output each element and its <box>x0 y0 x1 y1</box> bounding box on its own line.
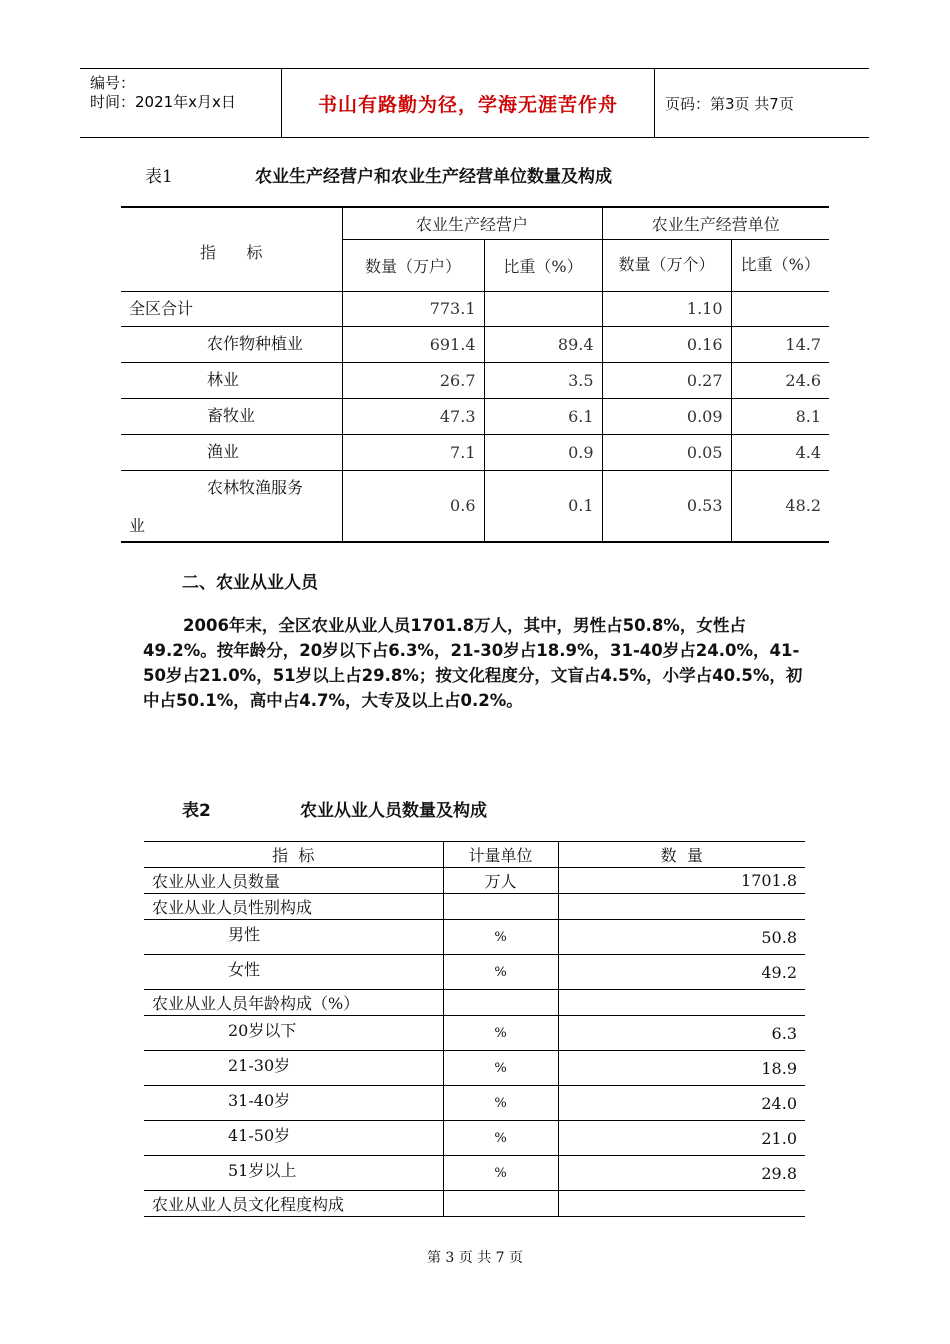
row-name: 21-30岁 <box>144 1051 443 1086</box>
paragraph-text: 2006年末，全区农业从业人员1701.8万人，其中，男性占50.8%，女性占49.2%。按年龄分，20岁以下占6.3%，21-30岁占18.9%，31-40岁占24.0%，41-50岁占21.0%，51岁以上占29.8%；按文化程度分，文盲占4.5%，小学占40.5%，初中占50.1%，高中占4.7%，大专及以上占0.2%。 <box>143 616 803 710</box>
row-unit: % <box>443 1156 558 1191</box>
row-hh-share: 0.9 <box>484 434 602 470</box>
row-name: 农业从业人员文化程度构成 <box>144 1191 443 1217</box>
row-name: 畜牧业 <box>121 398 342 434</box>
row-unit-share: 14.7 <box>731 326 829 362</box>
table-row <box>144 1086 805 1121</box>
row-unit-count: 0.05 <box>602 434 731 470</box>
table-row <box>144 1121 805 1156</box>
table-row <box>144 1016 805 1051</box>
row-name: 林业 <box>121 362 342 398</box>
row-unit-count: 0.16 <box>602 326 731 362</box>
header-motto-cell <box>282 69 655 137</box>
row-value: 21.0 <box>558 1121 805 1156</box>
row-unit-share: 48.2 <box>731 470 829 542</box>
row-unit: % <box>443 1086 558 1121</box>
row-hh-count: 47.3 <box>342 398 484 434</box>
table1-household-header: 农业生产经营户 <box>342 207 602 239</box>
table-row <box>121 470 829 542</box>
row-unit: % <box>443 1016 558 1051</box>
header-page-cell <box>655 69 869 137</box>
row-unit: % <box>443 955 558 990</box>
row-unit-count: 0.09 <box>602 398 731 434</box>
row-unit <box>443 894 558 920</box>
row-unit-share: 24.6 <box>731 362 829 398</box>
document-number-label: 编号： <box>90 74 136 92</box>
row-unit: % <box>443 1051 558 1086</box>
table-row <box>144 920 805 955</box>
row-name-line2: 业 <box>129 515 146 535</box>
row-hh-count: 26.7 <box>342 362 484 398</box>
table-row <box>144 868 805 894</box>
table-row <box>144 1156 805 1191</box>
row-value <box>558 894 805 920</box>
section-paragraph <box>143 613 808 713</box>
row-unit-share: 4.4 <box>731 434 829 470</box>
table1-label: 表1 <box>145 167 173 187</box>
table2-title: 农业从业人员数量及构成 <box>300 801 487 821</box>
row-hh-share: 6.1 <box>484 398 602 434</box>
section-heading: 二、农业从业人员 <box>182 573 318 593</box>
page-footer: 第 3 页 共 7 页 <box>426 1250 524 1266</box>
row-hh-share <box>484 291 602 326</box>
table2 <box>144 841 805 1217</box>
row-name: 农业从业人员数量 <box>144 868 443 894</box>
table-row <box>121 291 829 326</box>
table2-value-header: 数 量 <box>558 842 805 868</box>
row-name: 农作物种植业 <box>121 326 342 362</box>
header-meta-cell <box>80 69 282 137</box>
table1-title: 农业生产经营户和农业生产经营单位数量及构成 <box>255 167 612 187</box>
row-hh-share: 0.1 <box>484 470 602 542</box>
table1 <box>121 206 829 543</box>
row-value: 6.3 <box>558 1016 805 1051</box>
row-value: 49.2 <box>558 955 805 990</box>
row-unit-count: 1.10 <box>602 291 731 326</box>
row-value: 24.0 <box>558 1086 805 1121</box>
table1-header-row-1 <box>121 207 829 239</box>
row-hh-count: 691.4 <box>342 326 484 362</box>
table-row <box>121 362 829 398</box>
row-name: 全区合计 <box>121 291 342 326</box>
table1-hh-count-header: 数量（万户） <box>342 239 484 291</box>
row-hh-share: 89.4 <box>484 326 602 362</box>
row-unit-share <box>731 291 829 326</box>
row-value <box>558 990 805 1016</box>
table2-label: 表2 <box>182 801 211 821</box>
row-unit-count: 0.27 <box>602 362 731 398</box>
row-unit: % <box>443 920 558 955</box>
row-value: 29.8 <box>558 1156 805 1191</box>
row-name-line1: 农林牧渔服务 <box>207 477 304 497</box>
row-name: 男性 <box>144 920 443 955</box>
header-page-label: 页码：第3页 共7页 <box>665 94 794 113</box>
table1-unit-header: 农业生产经营单位 <box>602 207 829 239</box>
table2-indicator-header: 指 标 <box>144 842 443 868</box>
row-name: 51岁以上 <box>144 1156 443 1191</box>
table-row <box>121 398 829 434</box>
table1-hh-share-header: 比重（%） <box>484 239 602 291</box>
table-row <box>144 894 805 920</box>
table-row <box>144 1191 805 1217</box>
row-unit: 万人 <box>443 868 558 894</box>
row-name: 31-40岁 <box>144 1086 443 1121</box>
row-name: 农业从业人员性别构成 <box>144 894 443 920</box>
row-name: 41-50岁 <box>144 1121 443 1156</box>
row-unit-share: 8.1 <box>731 398 829 434</box>
page-header <box>80 68 869 138</box>
table1-unit-count-header: 数量（万个） <box>602 239 731 291</box>
row-name: 女性 <box>144 955 443 990</box>
row-name: 渔业 <box>121 434 342 470</box>
header-motto: 书山有路勤为径，学海无涯苦作舟 <box>317 93 618 116</box>
table2-header-row <box>144 842 805 868</box>
row-unit <box>443 990 558 1016</box>
table1-indicator-header: 指 标 <box>121 207 342 291</box>
row-unit <box>443 1191 558 1217</box>
row-unit: % <box>443 1121 558 1156</box>
row-hh-count: 0.6 <box>342 470 484 542</box>
table-row <box>144 990 805 1016</box>
table2-unit-header: 计量单位 <box>443 842 558 868</box>
table-row <box>144 1051 805 1086</box>
row-name: 20岁以下 <box>144 1016 443 1051</box>
row-name: 农业从业人员年龄构成（%） <box>144 990 443 1016</box>
row-value <box>558 1191 805 1217</box>
row-hh-count: 773.1 <box>342 291 484 326</box>
row-value: 50.8 <box>558 920 805 955</box>
row-unit-count: 0.53 <box>602 470 731 542</box>
table1-unit-share-header: 比重（%） <box>731 239 829 291</box>
row-value: 18.9 <box>558 1051 805 1086</box>
document-time-label: 时间：2021年x月x日 <box>90 93 236 111</box>
row-value: 1701.8 <box>558 868 805 894</box>
table-row <box>144 955 805 990</box>
table-row <box>121 434 829 470</box>
table-row <box>121 326 829 362</box>
row-name-cell <box>121 470 342 542</box>
row-hh-share: 3.5 <box>484 362 602 398</box>
row-hh-count: 7.1 <box>342 434 484 470</box>
